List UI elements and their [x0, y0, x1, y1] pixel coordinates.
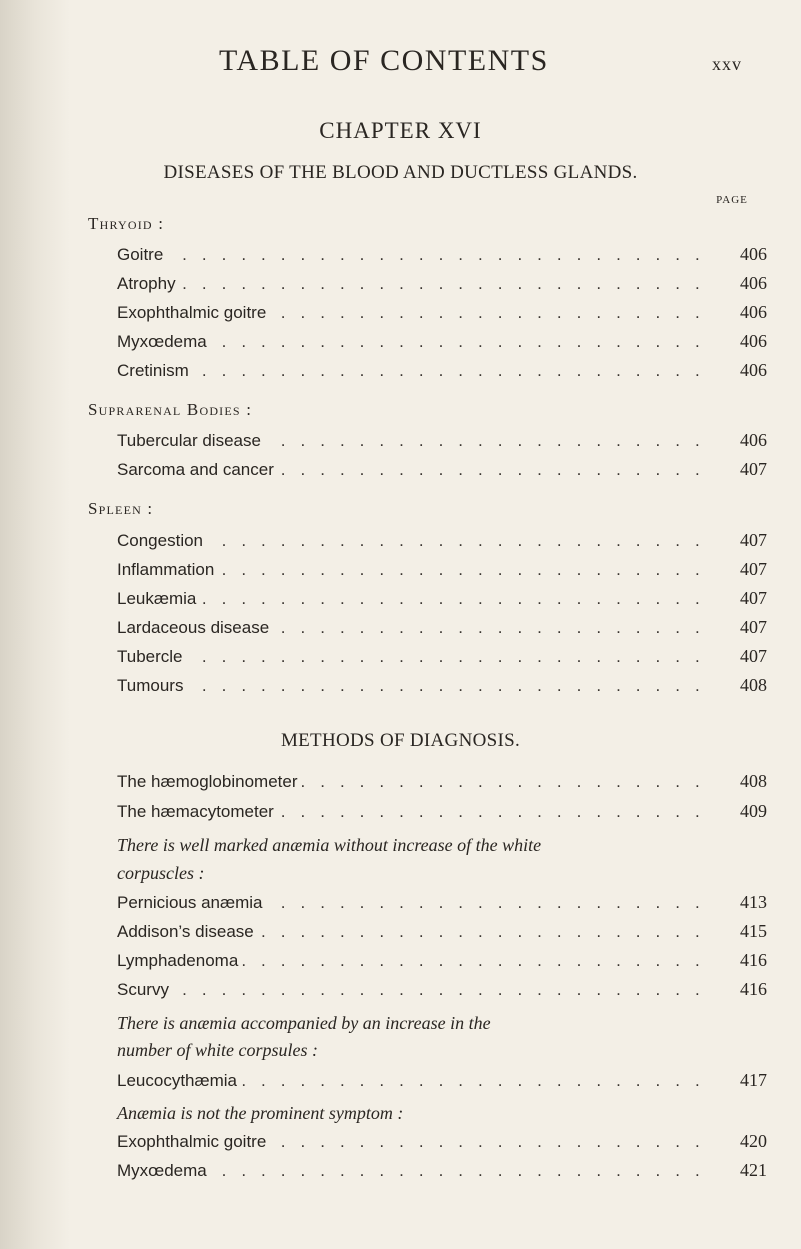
- entry-page: 406: [740, 244, 767, 264]
- entry-page: 406: [740, 331, 767, 351]
- subgroup-caption-line: There is anæmia accompanied by an increase in the: [117, 1013, 491, 1033]
- chapter-heading: CHAPTER XVI: [319, 118, 482, 143]
- group-heading-suprarenal: Suprarenal Bodies :: [88, 400, 253, 419]
- entry-label: Leukæmia: [117, 589, 200, 609]
- entry-label: Atrophy: [117, 274, 180, 294]
- toc-entry: [117, 585, 767, 613]
- toc-entry: [117, 768, 767, 796]
- page-folio: xxv: [712, 54, 742, 74]
- entry-page: 417: [740, 1070, 767, 1090]
- entry-label: Tubercle: [117, 647, 187, 667]
- entry-label: Pernicious anæmia: [117, 893, 267, 913]
- entry-page: 413: [740, 892, 767, 912]
- toc-entry: [117, 299, 767, 327]
- entry-label: Scurvy: [117, 980, 173, 1000]
- section-title-blood-glands: DISEASES OF THE BLOOD AND DUCTLESS GLANDS.: [163, 162, 638, 183]
- entry-page: 407: [740, 617, 767, 637]
- toc-entry: [117, 1067, 767, 1095]
- entry-page: 420: [740, 1131, 767, 1151]
- entry-label: Exophthalmic goitre: [117, 1132, 270, 1152]
- entry-label: Exophthalmic goitre: [117, 303, 270, 323]
- toc-entry: [117, 556, 767, 584]
- entry-page: 408: [740, 771, 767, 791]
- running-head: [0, 44, 801, 84]
- entry-label: Myxœdema: [117, 1161, 211, 1181]
- entry-label: Goitre: [117, 245, 167, 265]
- entry-label: Lardaceous disease: [117, 618, 273, 638]
- entry-page: 409: [740, 801, 767, 821]
- entry-page: 415: [740, 921, 767, 941]
- entry-label: Congestion: [117, 531, 207, 551]
- group-heading-thryoid: Thryoid :: [88, 214, 165, 233]
- entry-label: The hæmoglobinometer: [117, 772, 301, 792]
- toc-entry: [117, 918, 767, 946]
- entry-label: Tubercular disease: [117, 431, 265, 451]
- entry-page: 406: [740, 430, 767, 450]
- entry-label: The hæmacytometer: [117, 802, 278, 822]
- entry-page: 406: [740, 302, 767, 322]
- entry-label: Inflammation: [117, 560, 218, 580]
- toc-entry: [117, 270, 767, 298]
- entry-page: 406: [740, 273, 767, 293]
- toc-entry: [117, 643, 767, 671]
- toc-entry: [117, 889, 767, 917]
- running-title: TABLE OF CONTENTS: [219, 44, 549, 77]
- entry-page: 416: [740, 979, 767, 999]
- page-edge-shadow: [0, 0, 70, 1249]
- entry-label: Leucocythæmia: [117, 1071, 241, 1091]
- subgroup-caption-line: Anæmia is not the prominent symptom :: [117, 1103, 404, 1123]
- entry-page: 406: [740, 360, 767, 380]
- group-heading-spleen: Spleen :: [88, 499, 154, 518]
- toc-entry: [117, 976, 767, 1004]
- toc-entry: [117, 527, 767, 555]
- leader-dots: [117, 245, 707, 265]
- entry-page: 407: [740, 530, 767, 550]
- leader-dots: [117, 980, 707, 1000]
- entry-label: Addison’s disease: [117, 922, 258, 942]
- leader-dots: [117, 274, 707, 294]
- toc-entry: [117, 1128, 767, 1156]
- toc-entry: [117, 427, 767, 455]
- leader-dots: [117, 589, 707, 609]
- toc-entry: [117, 614, 767, 642]
- toc-entry: [117, 241, 767, 269]
- toc-entry: [117, 357, 767, 385]
- entry-page: 407: [740, 459, 767, 479]
- leader-dots: [117, 647, 707, 667]
- entry-page: 407: [740, 646, 767, 666]
- toc-entry: [117, 456, 767, 484]
- toc-entry: [117, 1157, 767, 1185]
- subgroup-caption-line: number of white corpsules :: [117, 1040, 318, 1060]
- entry-page: 407: [740, 588, 767, 608]
- entry-label: Tumours: [117, 676, 187, 696]
- toc-entry: [117, 947, 767, 975]
- entry-label: Myxœdema: [117, 332, 211, 352]
- toc-entry: [117, 328, 767, 356]
- toc-entry: [117, 798, 767, 826]
- entry-label: Cretinism: [117, 361, 193, 381]
- leader-dots: [117, 676, 707, 696]
- entry-page: 416: [740, 950, 767, 970]
- entry-label: Lymphadenoma: [117, 951, 242, 971]
- leader-dots: [117, 361, 707, 381]
- section-title-diagnosis: METHODS OF DIAGNOSIS.: [280, 730, 521, 751]
- entry-page: 408: [740, 675, 767, 695]
- subgroup-caption-line: corpuscles :: [117, 863, 205, 883]
- entry-page: 407: [740, 559, 767, 579]
- entry-page: 421: [740, 1160, 767, 1180]
- subgroup-caption-line: There is well marked anæmia without increase of the white: [117, 835, 542, 855]
- entry-label: Sarcoma and cancer: [117, 460, 278, 480]
- toc-entry: [117, 672, 767, 700]
- page-column-label: PAGE: [716, 194, 748, 206]
